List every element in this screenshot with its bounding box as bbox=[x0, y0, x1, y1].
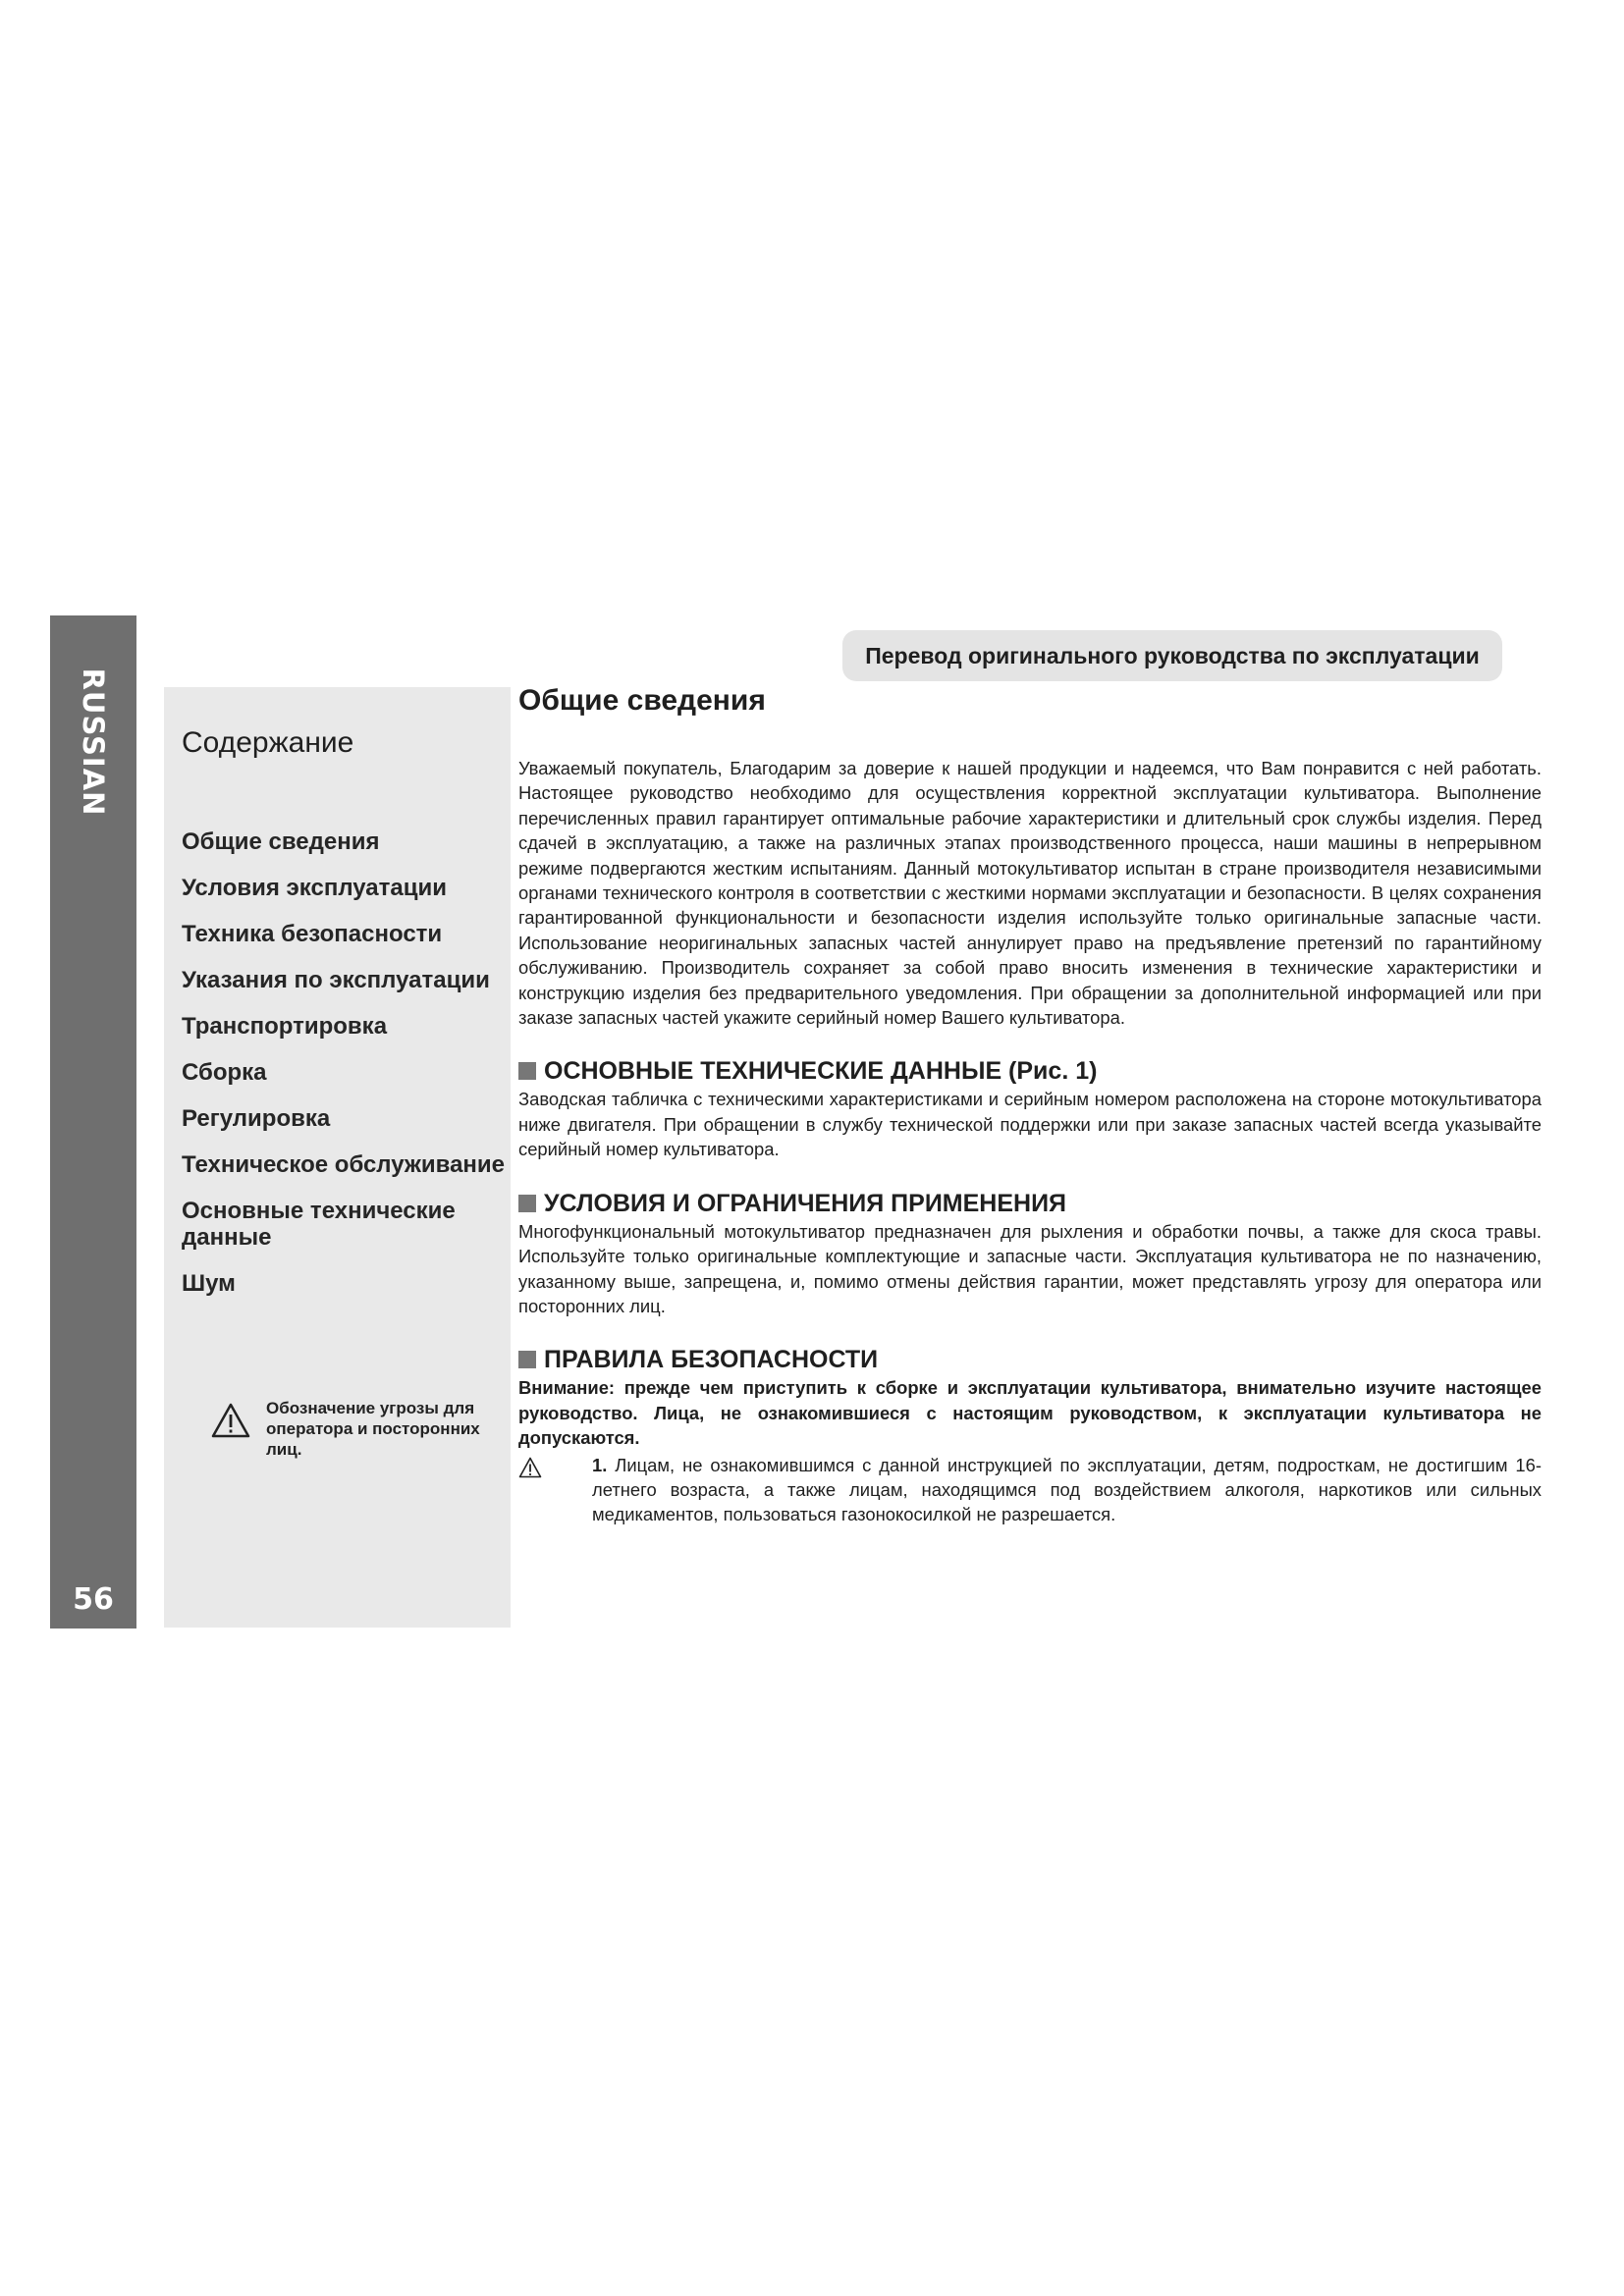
toc-item[interactable]: Транспортировка bbox=[182, 1013, 388, 1040]
section-title: ПРАВИЛА БЕЗОПАСНОСТИ bbox=[544, 1346, 879, 1374]
section-heading bbox=[518, 1346, 1542, 1373]
item-text: Лицам, не ознакомившимся с данной инструкцией по эксплуатации, детям, подросткам, не достигшим 16-летнего возраста, а также лицам, находящимся под воздействием алкоголя, наркотиков или сильных медикаментов, пользоваться газонокосилкой не разрешается. bbox=[592, 1454, 1542, 1525]
square-bullet-icon bbox=[518, 1062, 536, 1080]
intro-paragraph: Уважаемый покупатель, Благодарим за доверие к нашей продукции и надеемся, что Вам понравится с ней работать. Настоящее руководство необходимо для осуществления корректной эксплуатации культиватора. Выполнение перечисленных правил гарантирует оптимальные рабочие характеристики и длительный срок службы изделия. Перед сдачей в эксплуатацию, а также на различных этапах производственного процесса, наши машины в непрерывном режиме подвергаются жестким испытаниям. Данный мотокультиватор испытан в стране производителя независимыми органами технического контроля в соответствии с жесткими нормами эксплуатации и безопасности. В целях сохранения гарантированной функциональности и безопасности изделия используйте только оригинальные запасные части. Использование неоригинальных запасных частей аннулирует право на предъявление претензий по гарантийному обслуживанию. Производитель сохраняет за собой право вносить изменения в технические характеристики и конструкцию изделия без предварительного уведомления. При обращении за дополнительной информацией или при заказе запасных частей укажите серийный номер Вашего культиватора. bbox=[518, 758, 1542, 1029]
toc-item[interactable]: Шум bbox=[182, 1270, 236, 1297]
toc-item[interactable]: Общие сведения bbox=[182, 828, 380, 855]
warning-triangle-icon bbox=[518, 1457, 542, 1478]
toc-item[interactable]: Указания по эксплуатации bbox=[182, 967, 490, 993]
toc-item[interactable]: Основные технические данные bbox=[182, 1198, 456, 1251]
square-bullet-icon bbox=[518, 1195, 536, 1212]
toc-item[interactable]: Регулировка bbox=[182, 1105, 331, 1132]
toc-item[interactable]: Техника безопасности bbox=[182, 921, 443, 947]
warning-legend bbox=[211, 1398, 506, 1467]
square-bullet-icon bbox=[518, 1351, 536, 1368]
section-heading bbox=[518, 1190, 1542, 1217]
table-of-contents bbox=[164, 687, 511, 1628]
toc-item[interactable]: Условия эксплуатации bbox=[182, 875, 447, 901]
toc-item[interactable]: Сборка bbox=[182, 1059, 267, 1086]
language-text: RUSSIAN bbox=[77, 667, 110, 817]
section-title: ОСНОВНЫЕ ТЕХНИЧЕСКИЕ ДАННЫЕ (Рис. 1) bbox=[544, 1057, 1098, 1086]
language-label bbox=[50, 624, 136, 860]
toc-list bbox=[182, 828, 506, 1316]
page-title: Общие сведения bbox=[518, 684, 766, 717]
toc-item[interactable]: Техническое обслуживание bbox=[182, 1151, 506, 1178]
translation-header: Перевод оригинального руководства по эксплуатации bbox=[842, 630, 1502, 681]
item-number: 1. bbox=[592, 1454, 608, 1475]
main-content bbox=[518, 679, 1542, 1527]
warning-note: Обозначение угрозы для оператора и посторонних лиц. bbox=[266, 1399, 480, 1459]
safety-rule-item bbox=[518, 1453, 1542, 1527]
section-text: Многофункциональный мотокультиватор предназначен для рыхления и обработки почвы, а также для скоса травы. Используйте только оригинальные комплектующие и запасные части. Эксплуатация культиватора не по назначению, указанному выше, запрещена, и, помимо отмены действия гарантии, может представлять угрозу для оператора или посторонних лиц. bbox=[518, 1220, 1542, 1316]
section-title: УСЛОВИЯ И ОГРАНИЧЕНИЯ ПРИМЕНЕНИЯ bbox=[544, 1189, 1067, 1217]
attention-note: Внимание: прежде чем приступить к сборке и эксплуатации культиватора, внимательно изучите настоящее руководство. Лица, не ознакомившиеся с настоящим руководством, к эксплуатации культиватора не допускаются. bbox=[518, 1377, 1542, 1449]
page-number: 56 bbox=[73, 1582, 114, 1617]
toc-title: Содержание bbox=[182, 726, 354, 759]
section-text: Заводская табличка с техническими характеристиками и серийным номером расположена на стороне мотокультиватора ниже двигателя. При обращении в службу технической поддержки или при заказе запасных частей всегда указывайте серийный номер культиватора. bbox=[518, 1089, 1542, 1160]
section-heading bbox=[518, 1057, 1542, 1085]
warning-triangle-icon bbox=[211, 1403, 250, 1438]
